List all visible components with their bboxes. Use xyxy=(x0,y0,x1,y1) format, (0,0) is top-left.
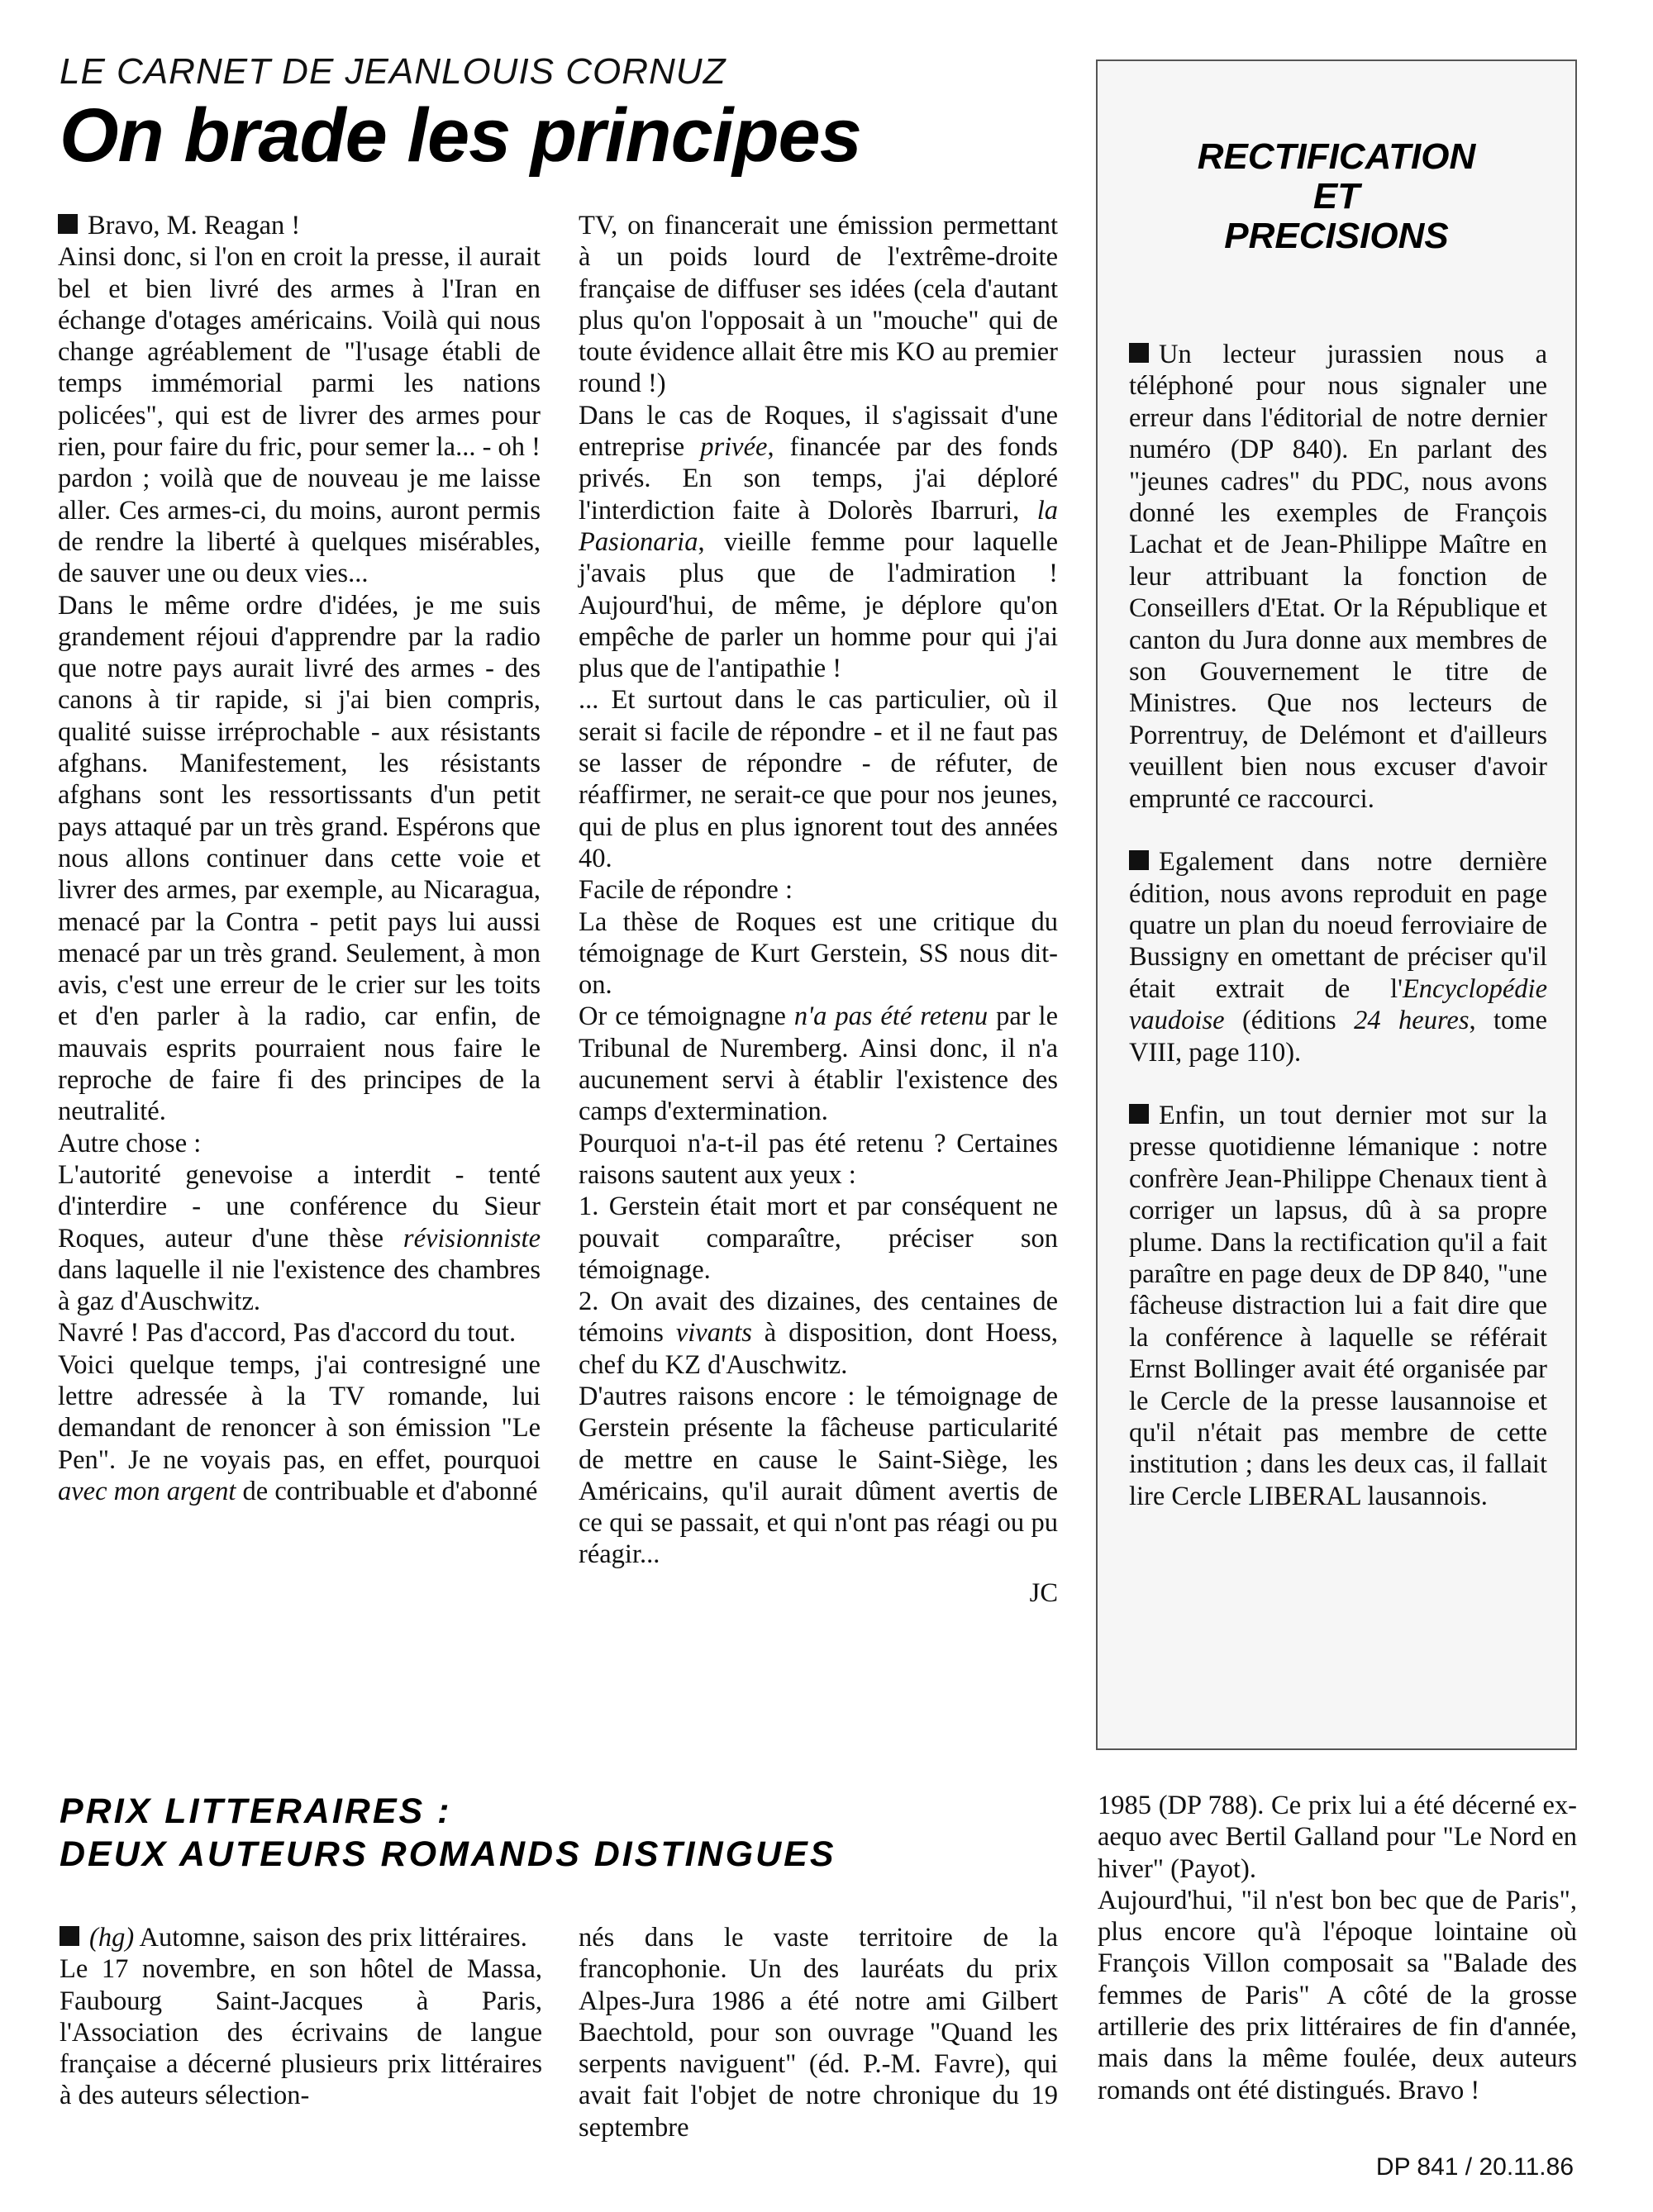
article1-column-1 xyxy=(58,210,541,1507)
sidebar-title: RECTIFICATION ET PRECISIONS xyxy=(1197,136,1476,256)
sidebar-text xyxy=(1129,339,1547,1544)
bullet-square-icon xyxy=(1129,850,1149,870)
bullet-square-icon xyxy=(58,214,78,234)
paragraph: D'autres raisons encore : le témoignage de Gerstein présente la fâcheuse particularité de mettre en cause le Saint-Siège, les Américains, qu'il aurait dûment avertis de ce qui se passait, et qui n'ont pas réagi ou pu réagir... xyxy=(579,1381,1058,1570)
paragraph: Autre chose : xyxy=(58,1128,202,1158)
paragraph: Or ce témoignagne n'a pas été retenu par le Tribunal de Nuremberg. Ainsi donc, il n'a aucunement servi à établir l'existence des camps d'extermination. xyxy=(579,1001,1058,1127)
issue-footer: DP 841 / 20.11.86 xyxy=(1375,2153,1574,2181)
article2-column-3 xyxy=(1098,1790,1577,2106)
paragraph: Bravo, M. Reagan ! xyxy=(58,210,541,241)
paragraph: Dans le même ordre d'idées, je me suis grandement réjoui d'apprendre par la radio que notre pays aurait livré des armes - des canons à tir rapide, si j'ai bien compris, qualité suisse irréprochable - aux résistants afghans. Manifestement, les résistants afghans sont les ressortissants d'un petit pays attaqué par un très grand. Espérons que nous allons continuer dans cette voie et livrer des armes, par exemple, au Nicaragua, menacé par la Contra - petit pays lui aussi menacé par un très grand. Seulement, à mon avis, c'est une erreur de le crier sur les toits et d'en parler à la radio, car enfin, de mauvais esprits pourraient nous faire le reproche de faire fi des principes de la neutralité. xyxy=(58,590,541,1127)
article-headline: On brade les principes xyxy=(60,93,861,178)
author-signature: JC xyxy=(1029,1577,1058,1608)
paragraph: nés dans le vaste territoire de la francophonie. Un des lauréats du prix Alpes-Jura 1986 a été notre ami Gilbert Baechtold, pour son ouvrage "Quand les serpents naviguent" (éd. P.-M. Favre), qui avait fait l'objet de notre chronique du 19 septembre xyxy=(579,1923,1058,2143)
paragraph: Navré ! Pas d'accord, Pas d'accord du tout. xyxy=(58,1318,517,1349)
paragraph: Aujourd'hui, "il n'est bon bec que de Paris", plus encore qu'à l'époque lointaine où François Villon composait sa "Balade des femmes de Paris" A côté de la grosse artillerie des prix littéraires de fin d'année, mais dans la même foulée, deux auteurs romands ont été distingués. Bravo ! xyxy=(1098,1885,1577,2105)
paragraph: 2. On avait des dizaines, des centaines de témoins vivants à disposition, dont Hoess, chef du KZ d'Auschwitz. xyxy=(579,1287,1058,1380)
article1-column-2 xyxy=(579,210,1058,1609)
bullet-square-icon xyxy=(1129,1104,1149,1124)
paragraph: Enfin, un tout dernier mot sur la presse quotidienne lémanique : notre confrère Jean-Philippe Chenaux tient à corriger un lapsus, dû à sa propre plume. Dans la rectification qu'il a fait paraître en page deux de DP 840, "une fâcheuse distraction lui a fait dire que la conférence à laquelle se référait Ernst Bollinger avait été organisée par le Cercle de la presse lausannoise et qu'il n'était pas membre de cette institution ; dans les deux cas, il fallait lire Cercle LIBERAL lausannois. xyxy=(1129,1100,1547,1511)
paragraph: 1. Gerstein était mort et par conséquent ne pouvait comparaître, préciser son témoignage. xyxy=(579,1192,1058,1285)
paragraph: L'autorité genevoise a interdit - tenté d'interdire - une conférence du Sieur Roques, auteur d'une thèse révisionniste dans laquelle il nie l'existence des chambres à gaz d'Auschwitz. xyxy=(58,1159,541,1317)
paragraph: ... Et surtout dans le cas particulier, où il serait si facile de répondre - et il ne faut pas se lasser de répondre - de réfuter, de réaffirmer, ne serait-ce que pour nos jeunes, qui de plus en plus ignorent tout des années 40. xyxy=(579,685,1058,873)
paragraph: Dans le cas de Roques, il s'agissait d'une entreprise privée, financée par des fonds privés. En son temps, j'ai déploré l'interdiction faite à Dolorès Ibarruri, la Pasionaria, vieille femme pour laquelle j'avais plus que de l'admiration ! Aujourd'hui, de même, je déplore qu'on empêche de parler un homme pour qui j'ai plus que de l'antipathie ! xyxy=(579,400,1059,684)
paragraph: Le 17 novembre, en son hôtel de Massa, Faubourg Saint-Jacques à Paris, l'Association des écrivains de langue française a décerné plusieurs prix littéraires à des auteurs sélection- xyxy=(60,1954,542,2111)
paragraph: Voici quelque temps, j'ai contresigné une lettre adressée à la TV romande, lui demandant de renoncer à son émission "Le Pen". Je ne voyais pas, en effet, pourquoi avec mon argent de contribuable et d'abonné xyxy=(58,1349,541,1506)
bullet-square-icon xyxy=(60,1926,79,1946)
article2-column-1 xyxy=(60,1922,542,2112)
section-title-prix-litteraires: PRIX LITTERAIRES : DEUX AUTEURS ROMANDS DISTINGUES xyxy=(60,1791,836,1874)
paragraph: 1985 (DP 788). Ce prix lui a été décerné ex-aequo avec Bertil Galland pour "Le Nord en hiver" (Payot). xyxy=(1098,1791,1577,1884)
paragraph: Egalement dans notre dernière édition, nous avons reproduit en page quatre un plan du noeud ferroviaire de Bussigny en omettant de préciser qu'il était extrait de l'Encyclopédie vaudoise (éditions 24 heures, tome VIII, page 110). xyxy=(1129,847,1547,1068)
paragraph: Ainsi donc, si l'on en croit la presse, il aurait bel et bien livré des armes à l'Iran en échange d'otages américains. Voilà qui nous change agréablement de "l'usage établi de temps immémorial parmi les nations policées", qui est de livrer des armes pour rien, pour faire du fric, pour semer la... - oh ! pardon ; voilà que de nouveau je me laisse aller. Ces armes-ci, du moins, auront permis de rendre la liberté à quelques misérables, de sauver une ou deux vies... xyxy=(58,242,541,589)
article-kicker: LE CARNET DE JEANLOUIS CORNUZ xyxy=(60,51,726,92)
article2-column-2 xyxy=(579,1922,1058,2143)
paragraph: La thèse de Roques est une critique du témoignage de Kurt Gerstein, SS nous dit-on. xyxy=(579,906,1058,1001)
paragraph: (hg) Automne, saison des prix littéraires. xyxy=(60,1922,542,1953)
sidebar-box xyxy=(1096,59,1577,1750)
paragraph: Pourquoi n'a-t-il pas été retenu ? Certaines raisons sautent aux yeux : xyxy=(579,1128,1058,1190)
paragraph: Un lecteur jurassien nous a téléphoné pour nous signaler une erreur dans l'éditorial de notre dernier numéro (DP 840). En parlant des "jeunes cadres" du PDC, nous avons donné les exemples de François Lachat et de Jean-Philippe Maître en leur attribuant la fonction de Conseillers d'Etat. Or la République et canton du Jura donne aux membres de son Gouvernement le titre de Ministres. Que nos lecteurs de Porrentruy, de Delémont et d'ailleurs veuillent bien nous excuser d'avoir emprunté ce raccourci. xyxy=(1129,340,1547,814)
paragraph: Facile de répondre : xyxy=(579,875,793,906)
bullet-square-icon xyxy=(1129,343,1149,363)
paragraph: TV, on financerait une émission permettant à un poids lourd de l'extrême-droite française de diffuser ses idées (cela d'autant plus qu'on l'opposait à un "mouche" qui de toute évidence allait être mis KO au premier round !) xyxy=(579,211,1058,399)
